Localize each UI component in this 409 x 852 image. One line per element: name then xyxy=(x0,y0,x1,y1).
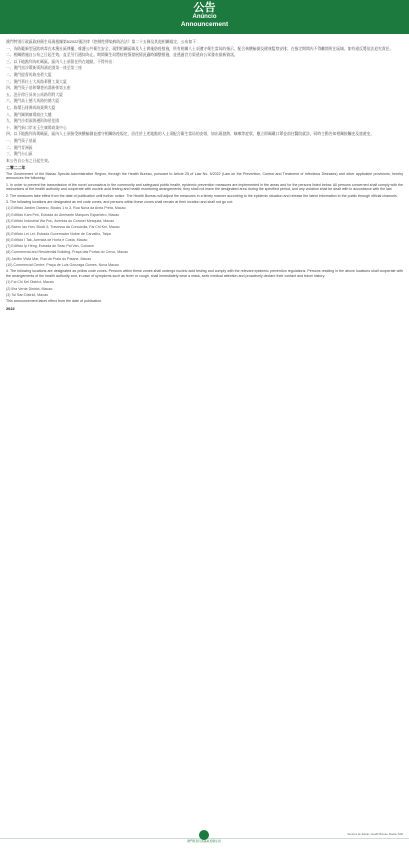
footer-info: Serviços de Saúde / Health Bureau, Macao SAR xyxy=(347,833,403,836)
cn-paragraph-2: 二、相關措施自公布之日起生效，直至另行通知為止。期間衛生局將按疫情發展情況適時調整措施，並透過官方渠道向公眾發布最新資訊。 xyxy=(6,53,238,58)
list-item: (3) Toi San District, Macao xyxy=(6,292,49,297)
cn-paragraph-1: 一、為防範新型冠狀病毒在本澳社區傳播，維護公共衛生安全，現對相關區域及人士實施防疫措施，所有相關人士須遵守衛生當局的指示，配合核酸檢測及健康監察安排；在指定期間內不得離開所在區域，如有違反將依法追究責任。 xyxy=(6,46,394,51)
title-portuguese: Anúncio xyxy=(192,14,217,20)
list-item: 五、氹仔徐日昇寅公馬路利利大廈 xyxy=(6,92,63,97)
list-item: 二、澳門提督馬路金碧大廈 xyxy=(6,72,52,77)
cn-date: 二零二二年 xyxy=(6,165,26,171)
list-item: 八、澳門關閘廣場商住大樓 xyxy=(6,112,52,117)
cn-paragraph-4: 四、以下地點列為黃碼區，區內人士須接受核酸檢測並遵守相關防疫規定，居住於上述地點的人士須配合衛生當局的安排，如出現發熱、咳嗽等症狀，應立即佩戴口罩並前往醫院就診，同時主動告知相關接觸史及旅遊史。 xyxy=(6,132,375,137)
en-red-zone-list xyxy=(6,206,403,267)
list-item: (8) Commercial and Residential Building, Praça das Portas do Cerco, Macao xyxy=(6,250,129,255)
cn-yellow-zone-list xyxy=(6,139,403,157)
en-paragraph-1: 1. In order to prevent the transmission of the novel coronavirus in the community and safeguard public health, epidemic prevention measures are implemented in the areas and for the persons listed below. All persons concerned shall comply with the instructions of the health authority and cooperate with nucleic acid testing and health monitoring arrangements; they shall not leave the designated area during the specified period, and any violation shall be dealt with in accordance with the law. xyxy=(6,182,403,192)
health-bureau-logo xyxy=(184,830,224,843)
list-item: (1) Edifício Jardim Oceano, Blocks 1 to 3, Rua Nova da Areia Preta, Macao xyxy=(6,206,126,211)
list-item: (3) Edifício Industrial Wa Pou, Avenida do Coronel Mesquita, Macao xyxy=(6,218,115,223)
list-item: 六、澳門高士德大馬路怡德大廈 xyxy=(6,99,60,104)
list-item: 一、澳門黑沙環新街海濱花園第一座至第三座 xyxy=(6,66,82,71)
list-item: (1) Fai Chi Kei District, Macao xyxy=(6,280,54,285)
list-item: 三、澳門台山區 xyxy=(6,152,33,157)
list-item: 九、澳門沙梨頭海邊街海景花園 xyxy=(6,119,60,124)
en-date: 2022 xyxy=(6,305,15,311)
list-item: 二、澳門青洲區 xyxy=(6,145,33,150)
list-item: 四、澳門筷子基和樂巷祐漢新邨第五座 xyxy=(6,86,71,91)
en-paragraph-4: 4. The following locations are designated as yellow code zones. Persons within these zones shall undergo nucleic acid testing and comply with the relevant epidemic prevention regulations. Persons residing in the above locations shall cooperate with the arrangements of the health authority and, in case of symptoms such as fever or cough, shall immediately wear a mask, seek medical attention and proactively declare their contact and travel history. xyxy=(6,269,403,279)
title-chinese: 公告 xyxy=(193,2,216,14)
en-yellow-zone-list xyxy=(6,280,403,297)
list-item: (5) Edifício Lei Lei, Estrada Governador Nobre de Carvalho, Taipa xyxy=(6,231,111,236)
list-item: (2) Edifício Kam Pek, Estrada do Almirante Marques Esparteiro, Macao xyxy=(6,212,120,217)
list-item: (10) Commercial Centre, Praça de Luís Gonzaga Gomes, Nova Macao xyxy=(6,263,119,268)
cn-intro: 澳門特別行政區政府衛生局現根據第5/2022號法律《控制性傳染病防治法》第二十五條及其他相關規定，公布如下： xyxy=(6,40,200,44)
announcement-body xyxy=(6,40,403,312)
list-item: 三、澳門慕拉士大馬路華寶工業大廈 xyxy=(6,79,67,84)
logo-name: 澳門特別行政區政府衛生局 xyxy=(187,839,221,843)
en-paragraph-2: 2. The measures take effect from the date of publication until further notice. The Health Bureau will adjust the measures in a timely manner according to the epidemic situation and release the latest information to the public through official channels. xyxy=(6,193,398,198)
title-english: Announcement xyxy=(180,21,229,28)
en-paragraph-5: This announcement takes effect from the date of publication. xyxy=(6,299,103,304)
list-item: 一、澳門筷子基區 xyxy=(6,138,37,143)
cn-paragraph-5: 本公告自公布之日起生效。 xyxy=(6,158,52,163)
list-item: (4) Bairro Iao Hon, Block 5, Travessa da Concórdia, Fai Chi Kei, Macao xyxy=(6,225,120,230)
list-item: (6) Edifício I Tak, Avenida de Horta e Costa, Macao xyxy=(6,237,88,242)
en-intro: The Government of the Macao Special Administrative Region, through the Health Bureau, pursuant to Article 25 of Law No. 5/2022 (Law on the Prevention, Control and Treatment of Infectious Diseases) and other applicable provisions, hereby announces the following: xyxy=(6,171,403,181)
list-item: 十、澳門新口岸宋玉生廣場商業中心 xyxy=(6,125,67,130)
list-item: (2) Ilha Verde District, Macao xyxy=(6,286,53,291)
list-item: (9) Jardim Vista Mar, Rua da Praia do Patane, Macao xyxy=(6,256,92,261)
announcement-banner xyxy=(0,0,409,34)
cn-paragraph-3: 三、以下地點列為紅碼區，區內人士須留在所在地點，不得外出： xyxy=(6,59,117,64)
cn-red-zone-list xyxy=(6,66,403,130)
list-item: (7) Edifício Ip Heng, Estrada de Seac Pai Van, Coloane xyxy=(6,244,95,249)
list-item: 七、路環石排灣馬路業興大廈 xyxy=(6,105,56,110)
en-paragraph-3: 3. The following locations are designated as red code zones, and persons within these zones shall remain at their location and shall not go out: xyxy=(6,200,233,205)
